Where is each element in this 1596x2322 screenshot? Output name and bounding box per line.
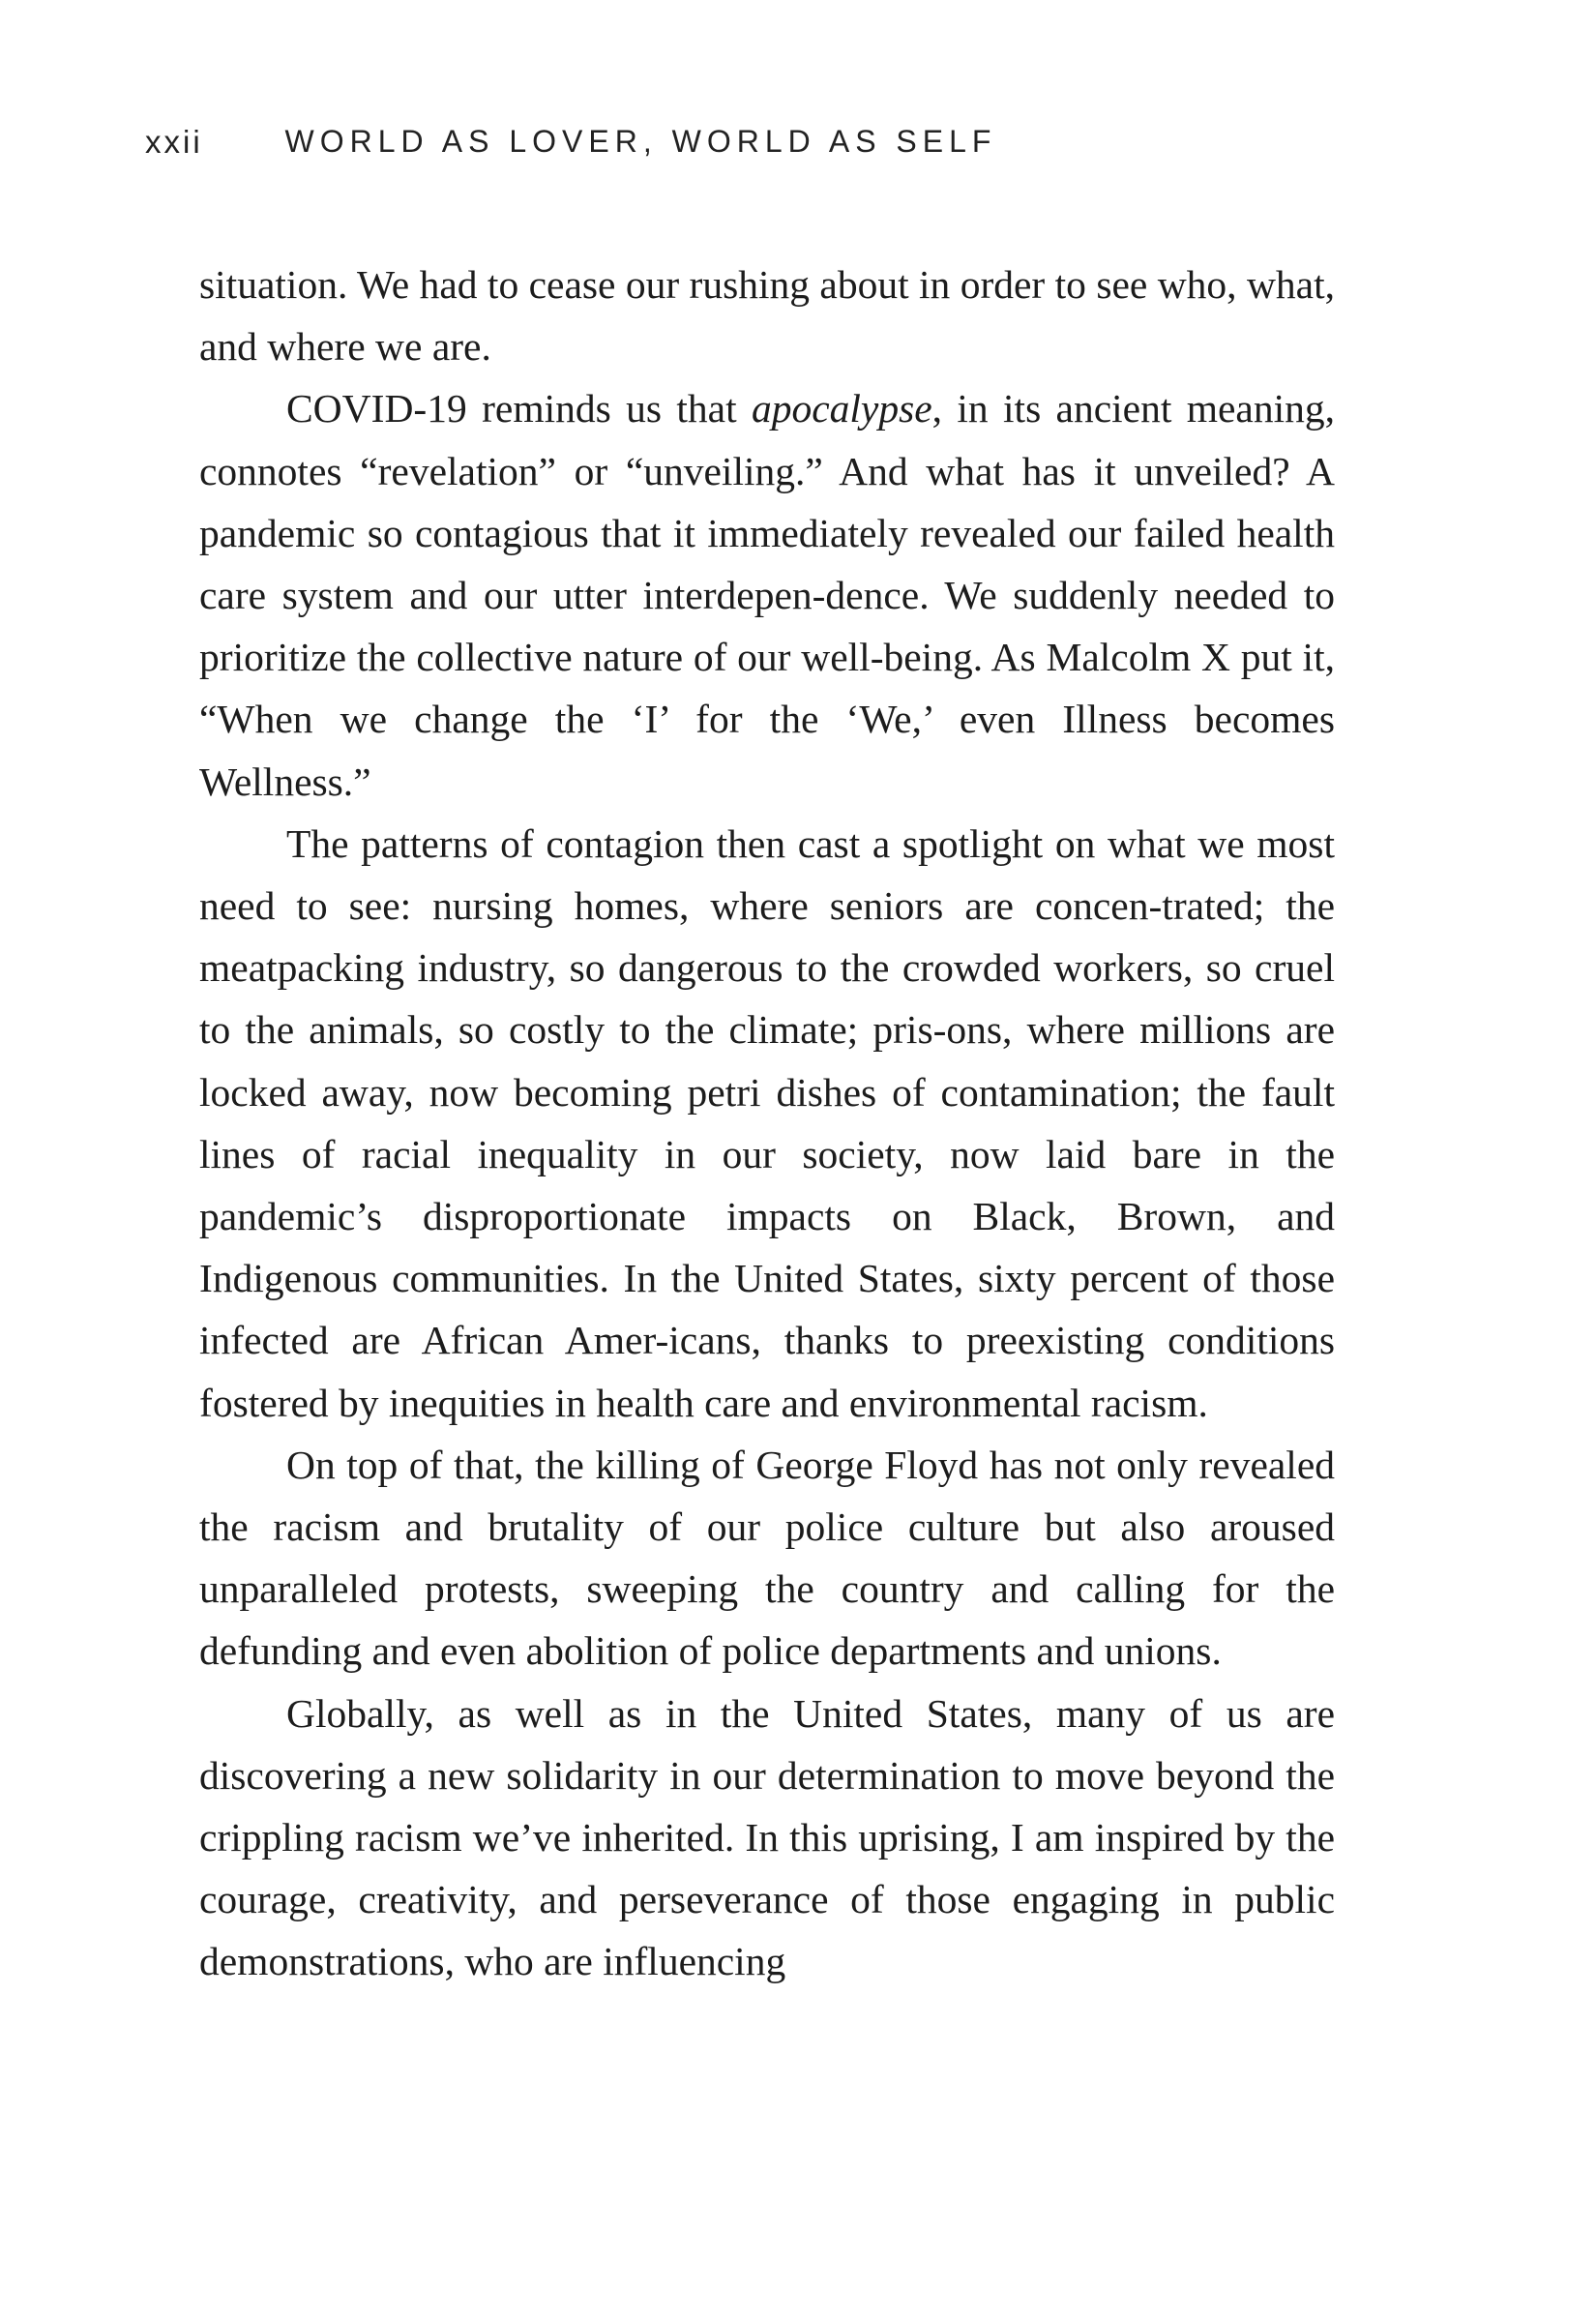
emphasis-apocalypse: apocalypse (751, 386, 932, 432)
paragraph-globally: Globally, as well as in the United States, many of us are discovering a new solidarity in our determination to move beyond the crippling racism we’ve inherited. In this uprising, I am inspired by the courage, creativity, and perseverance of those engaging in public demonstrations, who are influencing (199, 1690, 1335, 1984)
paragraph-continuation: situation. We had to cease our rushing about in order to see who, what, and where we are. (199, 262, 1335, 370)
paragraph-contagion: The patterns of contagion then cast a spotlight on what we most need to see: nursing homes, where seniors are concen-trated; the meatpacking industry, so dangerous to the crowded workers, so cruel to the animals, so costly to the climate; pris-ons, where millions are locked away, now becoming petri dishes of contamination; the fault lines of racial inequality in our society, now laid bare in the pandemic’s disproportionate impacts on Black, Brown, and Indigenous communities. In the United States, sixty percent of those infected are African Amer-icans, thanks to preexisting conditions fostered by inequities in health care and environmental racism. (199, 820, 1335, 1425)
paragraph-covid (199, 377, 1335, 812)
body-text (199, 253, 1335, 1993)
page-number: xxii (145, 124, 203, 160)
paragraph-covid-lead: COVID-19 reminds us that (286, 386, 752, 432)
running-title: WORLD AS LOVER, WORLD AS SELF (284, 124, 997, 159)
running-head (145, 124, 1098, 163)
paragraph-george-floyd: On top of that, the killing of George Floyd has not only revealed the racism and brutality of our police culture but also aroused unparalleled protests, sweeping the country and calling for the defunding and even abolition of police departments and unions. (199, 1442, 1335, 1674)
paragraph-covid-rest: , in its ancient meaning, connotes “revelation” or “unveiling.” And what has it unveiled? A pandemic so contagious that it immediately revealed our failed health care system and our utter interdepen-dence. We suddenly needed to prioritize the collective nature of our well-being. As Malcolm X put it, “When we change the ‘I’ for the ‘We,’ even Illness becomes Wellness.” (199, 386, 1335, 804)
